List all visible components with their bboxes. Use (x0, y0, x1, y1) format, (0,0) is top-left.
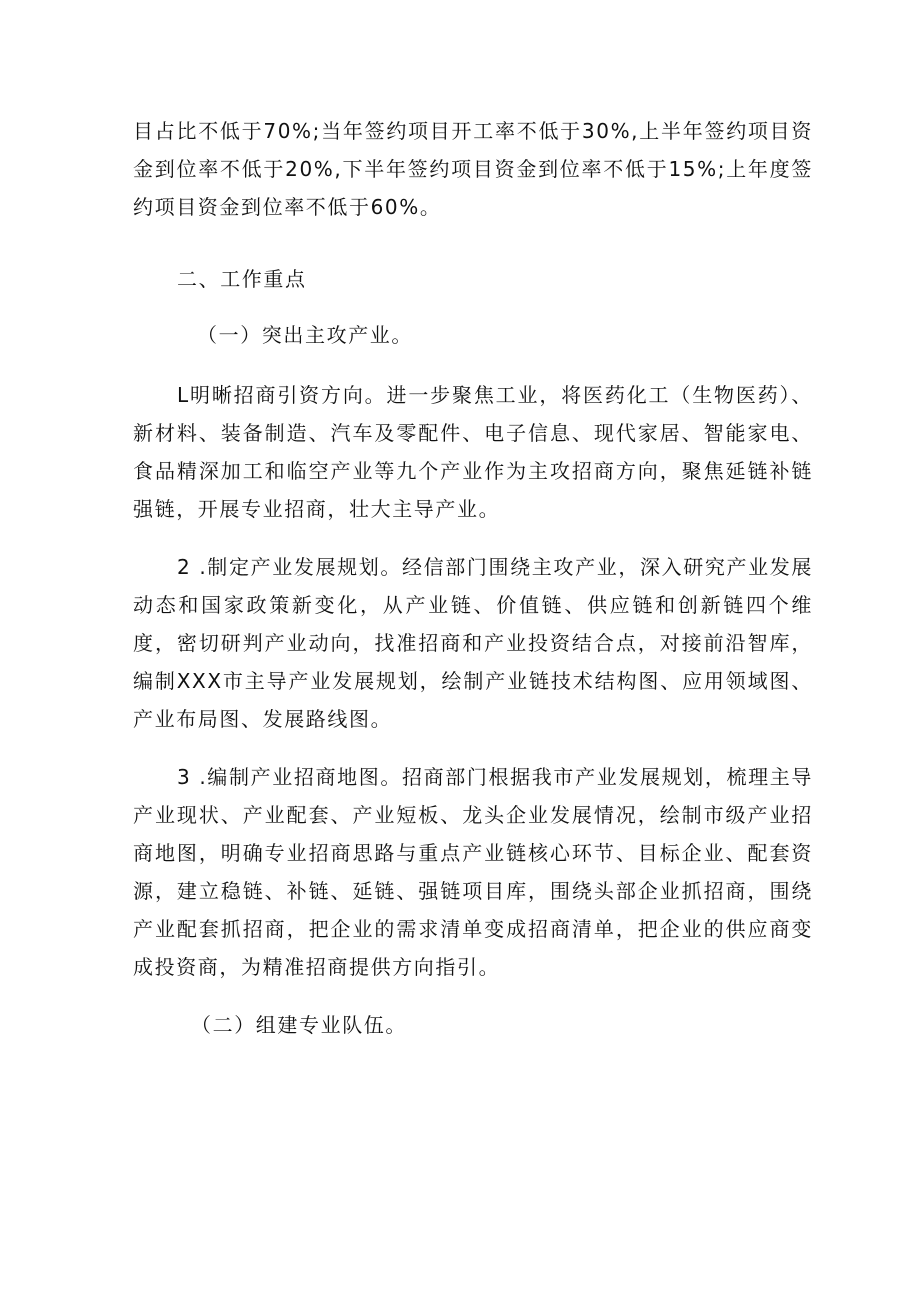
subsection-heading-professional-team: （二）组建专业队伍。 (191, 1013, 407, 1037)
subsection-heading-main-industries: （一）突出主攻产业。 (197, 323, 413, 347)
paragraph-item-2: 2 .制定产业发展规划。经信部门围绕主攻产业，深入研究产业发展动态和国家政策新变化，从产业链、价值链、供应链和创新链四个维度，密切研判产业动向，找准招商和产业投资结合点，对接前沿智库，编制XXX市主导产业发展规划，绘制产业链技术结构图、应用领域图、产业布局图、发展路线图。 (133, 555, 813, 731)
paragraph-item-1: L明晰招商引资方向。进一步聚焦工业，将医药化工（生物医药）、新材料、装备制造、汽车及零配件、电子信息、现代家居、智能家电、食品精深加工和临空产业等九个产业作为主攻招商方向，聚焦延链补链强链，开展专业招商，壮大主导产业。 (133, 383, 813, 521)
paragraph-item-3: 3 .编制产业招商地图。招商部门根据我市产业发展规划，梳理主导产业现状、产业配套、产业短板、龙头企业发展情况，绘制市级产业招商地图，明确专业招商思路与重点产业链核心环节、目标企业、配套资源，建立稳链、补链、延链、强链项目库，围绕头部企业抓招商，围绕产业配套抓招商，把企业的需求清单变成招商清单，把企业的供应商变成投资商，为精准招商提供方向指引。 (133, 765, 813, 979)
section-heading-work-focus: 二、工作重点 (177, 267, 307, 291)
document-body (133, 112, 813, 1044)
paragraph-intro-continued: 目占比不低于70%;当年签约项目开工率不低于30%,上半年签约项目资金到位率不低于20%,下半年签约项目资金到位率不低于15%;上年度签约项目资金到位率不低于60%。 (133, 119, 813, 219)
